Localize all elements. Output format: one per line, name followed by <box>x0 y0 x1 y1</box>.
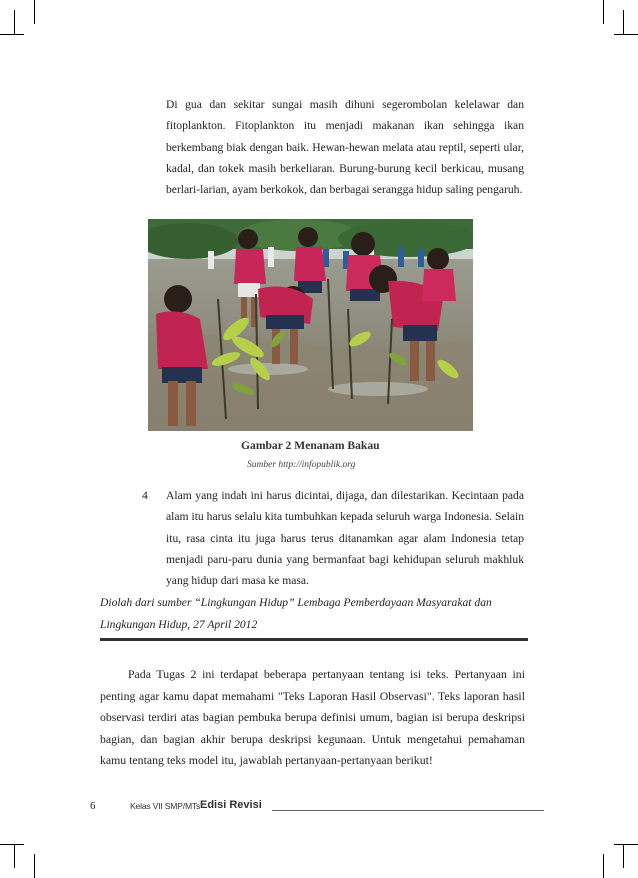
item-4-text: Alam yang indah ini harus dicintai, dijaga, dan dilestarikan. Kecintaan pada alam itu harus selalu kita tumbuhkan kepada seluruh warga Indonesia. Selain itu, rasa cinta itu juga harus terus ditanamkan agar alam Indonesia tetap menjadi paru-paru dunia yang bermanfaat bagi kehidupan seluruh makhluk yang hidup dari masa ke masa. <box>166 489 524 588</box>
item-number: 4 <box>142 489 148 502</box>
figure-caption: Gambar 2 Menanam Bakau <box>241 439 380 452</box>
book-label: Kelas VII SMP/MTs <box>130 801 201 811</box>
edition-label: Edisi Revisi <box>200 799 262 811</box>
page-number: 6 <box>90 800 96 812</box>
footer-rule <box>272 810 544 811</box>
task-paragraph: Pada Tugas 2 ini terdapat beberapa pertanyaan tentang isi teks. Pertanyaan ini penting agar kamu dapat memahami "Teks Laporan Hasil Observasi". Teks laporan hasil observasi terdiri atas bagian pembuka berupa definisi umum, bagian isi berupa deskripsi bagian, dan bagian akhir berupa deskripsi kegunaan. Untuk mengetahui pemahaman kamu tentang teks model itu, jawablah pertanyaan-pertanyaan berikut! <box>100 667 525 768</box>
paragraph-reptiles: Di gua dan sekitar sungai masih dihuni segerombolan kelelawar dan fitoplankton. Fitoplankton itu menjadi makanan ikan sehingga ikan berkembang biak dengan baik. Hewan-hewan melata atau reptil, seperti ular, kadal, dan tokek masih berkeliaran. Burung-burung kecil berkicau, musang berlari-larian, ayam berkokok, dan berbagai serangga hidup saling pengaruh. <box>166 98 524 197</box>
mangrove-planting-photo <box>148 219 473 431</box>
source-credit: Diolah dari sumber “Lingkungan Hidup” Lembaga Pemberdayaan Masyarakat dan Lingkungan Hidup, 27 April 2012 <box>100 596 492 631</box>
divider <box>100 638 528 641</box>
figure-source: Sumber http://infopublik.org <box>247 460 356 470</box>
